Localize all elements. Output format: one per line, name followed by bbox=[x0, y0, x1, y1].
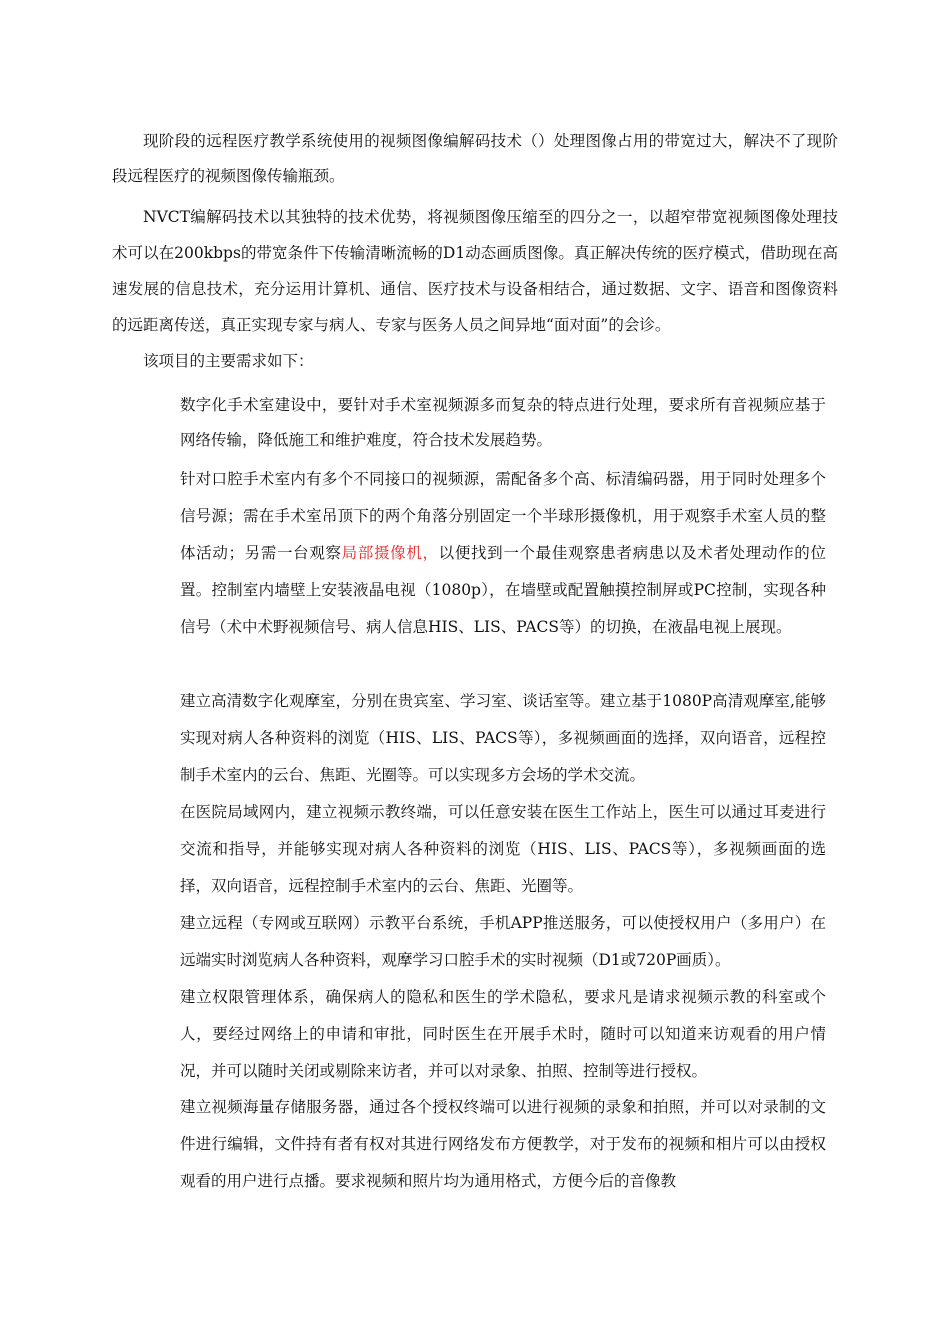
requirement-observation-room: 建立高清数字化观摩室，分别在贵宾室、学习室、谈话室等。建立基于1080P高清观摩室,能够实现对病人各种资料的浏览（HIS、LIS、PACS等），多视频画面的选择，双向语音，远程控制手术室内的云台、焦距、光圈等。可以实现多方会场的学术交流。 bbox=[180, 692, 826, 784]
intro-paragraph-2: NVCT编解码技术以其独特的技术优势，将视频图像压缩至的四分之一，以超窄带宽视频图像处理技术可以在200kbps的带宽条件下传输清晰流畅的D1动态画质图像。真正解决传统的医疗模式，借助现在高速发展的信息技术，充分运用计算机、通信、医疗技术与设备相结合，通过数据、文字、语音和图像资料的远距离传送，真正实现专家与病人、专家与医务人员之间异地“面对面”的会诊。 bbox=[112, 208, 838, 334]
requirement-teaching-terminal: 在医院局域网内，建立视频示教终端，可以任意安装在医生工作站上，医生可以通过耳麦进行交流和指导，并能够实现对病人各种资料的浏览（HIS、LIS、PACS等），多视频画面的选择，双向语音，远程控制手术室内的云台、焦距、光圈等。 bbox=[180, 803, 826, 895]
intro-paragraph-1: 现阶段的远程医疗教学系统使用的视频图像编解码技术（）处理图像占用的带宽过大，解决不了现阶段远程医疗的视频图像传输瓶颈。 bbox=[112, 132, 838, 185]
requirements-heading: 该项目的主要需求如下： bbox=[143, 352, 314, 370]
requirement-digital-or: 数字化手术室建设中，要针对手术室视频源多而复杂的特点进行处理，要求所有音视频应基于网络传输，降低施工和维护难度，符合技术发展趋势。 bbox=[180, 396, 826, 449]
requirement-storage-server: 建立视频海量存储服务器，通过各个授权终端可以进行视频的录象和拍照，并可以对录制的文件进行编辑，文件持有者有权对其进行网络发布方便教学，对于发布的视频和相片可以由授权观看的用户进行点播。要求视频和照片均为通用格式，方便今后的音像教 bbox=[180, 1098, 826, 1190]
requirement-permission-system: 建立权限管理体系，确保病人的隐私和医生的学术隐私，要求凡是请求视频示教的科室或个人，要经过网络上的申请和审批，同时医生在开展手术时，随时可以知道来访观看的用户情况，并可以随时关闭或剔除来访者，并可以对录象、拍照、控制等进行授权。 bbox=[180, 988, 826, 1080]
requirement-text: 以便找到一个最佳观察患者病患以及术者处理动作的位置。控制室内墙壁上安装液晶电视（1080p），在墙壁或配置触摸控制屏或PC控制，实现各种信号（术中术野视频信号、病人信息HIS、LIS、PACS等）的切换，在液晶电视上展现。 bbox=[180, 544, 826, 636]
requirement-text: 针对口腔手术室内有多个不同接口的视频源，需配备多个高、标清编码器，用于同时处理多个信号源；需在手术室吊顶下的两个角落分别固定一个半球形摄像机，用于观察手术室人员的整体活动；另需一台观察 bbox=[180, 470, 826, 562]
requirement-remote-platform: 建立远程（专网或互联网）示教平台系统，手机APP推送服务，可以使授权用户（多用户）在远端实时浏览病人各种资料，观摩学习口腔手术的实时视频（D1或720P画质）。 bbox=[180, 914, 826, 969]
requirement-oral-or-video bbox=[180, 461, 826, 646]
highlighted-text: 局部摄像机， bbox=[341, 544, 439, 562]
